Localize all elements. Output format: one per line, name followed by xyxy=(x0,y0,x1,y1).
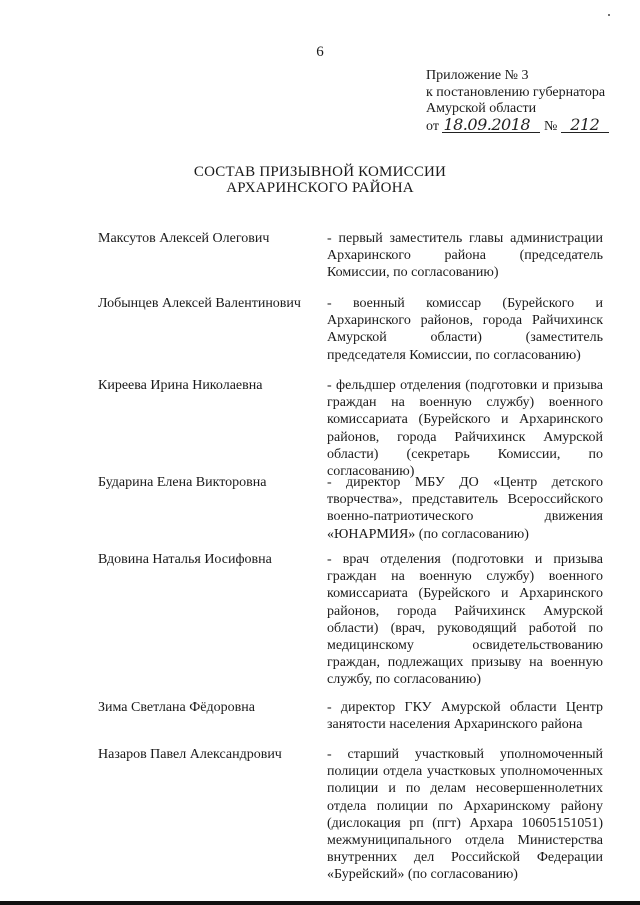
number-prefix: № xyxy=(543,118,558,134)
appendix-line-3: Амурской области xyxy=(426,101,537,116)
member-role: - директор МБУ ДО «Центр детского творчества», представитель Всероссийского военно-патриотического движения «ЮНАРМИЯ» (по согласованию) xyxy=(327,475,603,542)
member-name: Бударина Елена Викторовна xyxy=(98,475,267,490)
page-number: 6 xyxy=(316,44,324,60)
member-name: Зима Светлана Фёдоровна xyxy=(98,700,255,715)
appendix-line-2: к постановлению губернатора xyxy=(426,84,606,100)
appendix-header xyxy=(426,68,609,135)
member-name: Назаров Павел Александрович xyxy=(98,747,282,762)
member-role: - военный комиссар (Бурейского и Архаринского районов, города Райчихинск Амурской области) (заместитель председателя Комиссии, по согласованию) xyxy=(327,296,603,363)
appendix-date-line xyxy=(426,114,609,136)
handwritten-date: 18.09.2018 xyxy=(442,118,540,133)
member-name: Киреева Ирина Николаевна xyxy=(98,378,263,393)
title-line-2: АРХАРИНСКОГО РАЙОНА xyxy=(226,180,414,196)
handwritten-number: 212 xyxy=(561,118,609,133)
date-prefix: от xyxy=(426,118,439,134)
member-role: - старший участковый уполномоченный полиции отдела участковых уполномоченных полиции и по делам несовершеннолетних отдела полиции по Архаринскому району (дислокация рп (пгт) Архара 10605151051) межмуниципального отдела Министерства внутренних дел Российской Федерации «Бурейский» (по согласованию) xyxy=(327,747,603,883)
member-role: - директор ГКУ Амурской области Центр занятости населения Архаринского района xyxy=(327,700,603,733)
document-title xyxy=(0,164,640,196)
member-role: - врач отделения (подготовки и призыва граждан на военную службу) военного комиссариата (Бурейского и Архаринского районов, города Райчихинск Амурской области) (врач, руководящий работой по медицинскому освидетельствованию граждан, подлежащих призыву на военную службу, по согласованию) xyxy=(327,552,603,688)
member-role: - фельдшер отделения (подготовки и призыва граждан на военную службу) военного комиссариата (Бурейского и Архаринского районов, города Райчихинск Амурской области) (секретарь Комиссии, по согласованию) xyxy=(327,378,603,480)
scan-artifact-dot xyxy=(608,14,610,16)
member-name: Вдовина Наталья Иосифовна xyxy=(98,552,272,567)
scan-bottom-edge xyxy=(0,901,640,905)
member-name: Максутов Алексей Олегович xyxy=(98,231,270,246)
member-role: - первый заместитель главы администрации Архаринского района (председатель Комиссии, по согласованию) xyxy=(327,231,603,281)
member-name: Лобынцев Алексей Валентинович xyxy=(98,296,301,311)
title-line-1: СОСТАВ ПРИЗЫВНОЙ КОМИССИИ xyxy=(193,164,447,180)
appendix-line-1: Приложение № 3 xyxy=(426,68,529,83)
